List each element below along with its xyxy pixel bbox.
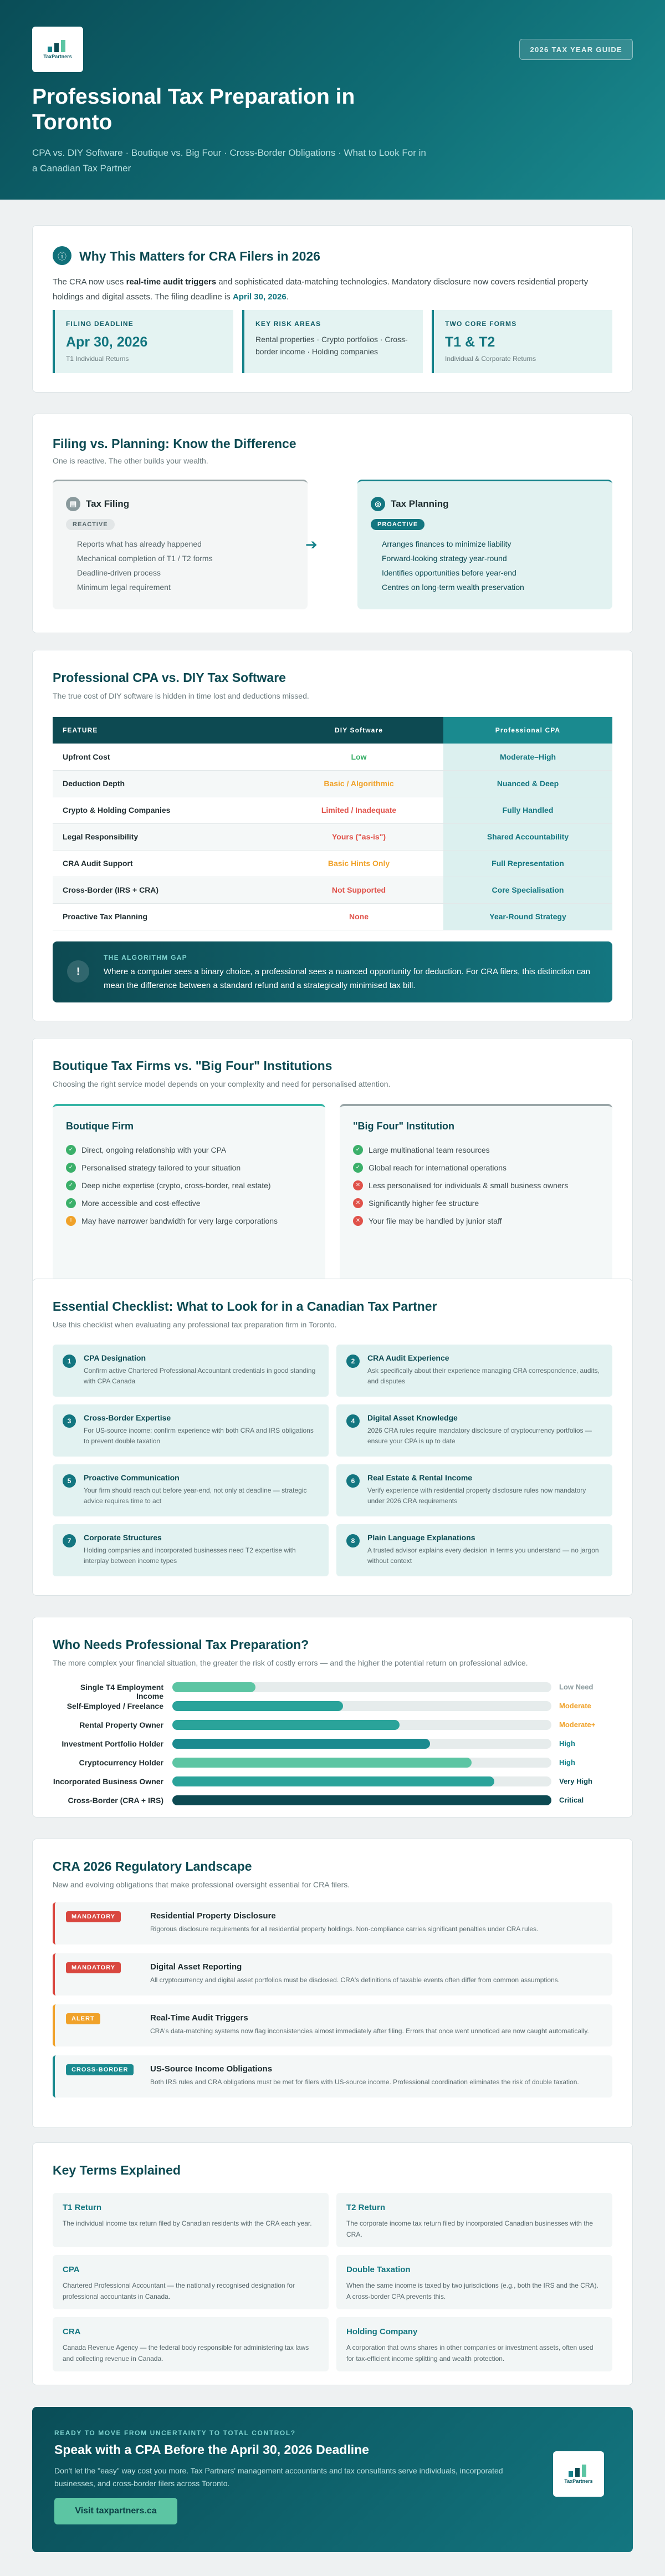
term-card: Holding Company A corporation that owns shares in other companies or investment assets, often used for tax-efficient income splitting and wealth protection.	[336, 2317, 612, 2371]
need-level: Moderate+	[559, 1720, 596, 1729]
regulatory-lead: New and evolving obligations that make professional oversight essential for CRA filers.	[53, 1880, 350, 1889]
checklist-item: 3 Cross-Border Expertise For US-source income: confirm experience with both CRA and IRS obligations to prevent double taxation	[53, 1404, 329, 1457]
cta-text: Don't let the "easy" way cost you more. Tax Partners' management accountants and tax consultants serve individuals, incorporated businesses, and cross-border filers across Toronto.	[54, 2466, 503, 2488]
comparison-table: FEATURE DIY Software Professional CPA Upfront Cost Low Moderate–High Deduction Depth Basic / Algorithmic Nuanced & Deep Crypto & Holding Companies Limited / Inadequate Fully Handled Legal Responsibility Yours ("as-is") Shared Accountability CRA Audit Support Basic Hints Only Full Representation Cross-Border (IRS + CRA) Not Supported Core Specialisation Proactive Tax Planning None Year-Round Strategy	[53, 717, 612, 930]
need-bar-row: Single T4 Employment Income Low Need	[80, 1683, 594, 1701]
target-icon: ◎	[371, 497, 385, 511]
checklist-title: Essential Checklist: What to Look for in a Canadian Tax Partner	[53, 1299, 437, 1314]
feature-cell: Legal Responsibility	[53, 823, 274, 850]
check-icon: ✓	[353, 1145, 363, 1155]
diy-cell: Basic Hints Only	[274, 850, 443, 877]
number-badge: 7	[63, 1534, 76, 1547]
needs-lead: The more complex your financial situation, the greater the risk of costly errors — and the higher the potential return on professional advice.	[53, 1658, 528, 1667]
cpa-cell: Shared Accountability	[443, 823, 612, 850]
info-icon: ⓘ	[53, 246, 71, 265]
tax-planning-box: ◎ Tax Planning PROACTIVE Arranges finances to minimize liability Forward-looking strategy year-round Identifies opportunities before year-end Centres on long-term wealth preservation	[357, 480, 612, 609]
need-level: Very High	[559, 1777, 592, 1785]
logo-text: TaxPartners	[43, 53, 72, 59]
cpa-cell: Fully Handled	[443, 797, 612, 823]
list-item: ✕ Your file may be handled by junior staff	[353, 1212, 599, 1230]
compare-lead: The true cost of DIY software is hidden in time lost and deductions missed.	[53, 691, 309, 700]
filing-lead: One is reactive. The other builds your wealth.	[53, 456, 208, 465]
checklist-item: 2 CRA Audit Experience Ask specifically about their experience managing CRA correspondence, audits, and disputes	[336, 1345, 612, 1397]
why-title: Why This Matters for CRA Filers in 2026	[79, 249, 320, 263]
logo-icon	[569, 2465, 589, 2477]
term-card: CRA Canada Revenue Agency — the federal body responsible for administering tax laws and collecting revenue in Canada.	[53, 2317, 329, 2371]
boutique-column: Boutique Firm ✓ Direct, ongoing relationship with your CPA ✓ Personalised strategy tailored to your situation ✓ Deep niche expertise (crypto, cross-border, real estate) ✓ More accessible and cost-effective ! May have narrower bandwidth for very large corporations	[53, 1104, 325, 1281]
need-bar	[172, 1739, 430, 1749]
need-level: Low Need	[559, 1683, 594, 1691]
tax-filing-box: ▤ Tax Filing REACTIVE Reports what has already happened Mechanical completion of T1 / T2 forms Deadline-driven process Minimum legal requirement	[53, 480, 308, 609]
status-badge: MANDATORY	[66, 1911, 121, 1922]
need-bar	[172, 1720, 400, 1730]
hero-banner	[0, 0, 665, 200]
status-badge: MANDATORY	[66, 1962, 121, 1973]
check-icon: ✓	[66, 1198, 76, 1208]
diy-cell: Yours ("as-is")	[274, 823, 443, 850]
boutique-title: Boutique Tax Firms vs. "Big Four" Institutions	[53, 1058, 332, 1073]
number-badge: 2	[346, 1355, 360, 1368]
list-item: ✓ Global reach for international operations	[353, 1159, 599, 1177]
needs-title: Who Needs Professional Tax Preparation?	[53, 1637, 309, 1652]
regulatory-item: CROSS-BORDER US-Source Income Obligations Both IRS rules and CRA obligations must be met for filers with US-source income. Professional coordination eliminates the risk of double taxation.	[53, 2055, 612, 2098]
algorithm-gap-callout: ! THE ALGORITHM GAP Where a computer sees a binary choice, a professional sees a nuanced opportunity for deduction. For CRA filers, this distinction can mean the difference between a standard refund and a strategically minimised tax bill.	[53, 941, 612, 1002]
feature-cell: CRA Audit Support	[53, 850, 274, 877]
need-bar	[172, 1701, 343, 1711]
visit-website-button[interactable]: Visit taxpartners.ca	[54, 2498, 177, 2524]
diy-cell: Basic / Algorithmic	[274, 770, 443, 797]
need-bar	[172, 1758, 472, 1768]
table-row	[53, 823, 612, 850]
page-title: Professional Tax Preparation in Toronto	[32, 85, 355, 134]
page-subtitle: CPA vs. DIY Software · Boutique vs. Big Four · Cross-Border Obligations · What to Look For in a Canadian Tax Partner	[32, 147, 426, 174]
list-item: ✓ More accessible and cost-effective	[66, 1194, 312, 1212]
filing-planning-section	[32, 414, 633, 633]
need-level: High	[559, 1758, 575, 1766]
cta-label: READY TO MOVE FROM UNCERTAINTY TO TOTAL CONTROL?	[54, 2429, 296, 2437]
need-bar-row: Cryptocurrency Holder High	[79, 1758, 575, 1767]
need-bar	[172, 1776, 494, 1786]
cross-icon: ✕	[353, 1198, 363, 1208]
check-icon: ✓	[353, 1163, 363, 1173]
check-icon: ✓	[66, 1145, 76, 1155]
company-logo-footer[interactable]: TaxPartners	[553, 2451, 604, 2497]
need-bar-row: Self-Employed / Freelance Moderate	[66, 1702, 591, 1710]
cpa-cell: Year-Round Strategy	[443, 903, 612, 930]
list-item: ✕ Less personalised for individuals & small business owners	[353, 1177, 599, 1194]
term-card: T1 Return The individual income tax return filed by Canadian residents with the CRA each year.	[53, 2193, 329, 2247]
terms-title: Key Terms Explained	[53, 2163, 181, 2177]
number-badge: 1	[63, 1355, 76, 1368]
boutique-lead: Choosing the right service model depends on your complexity and need for personalised attention.	[53, 1080, 391, 1088]
checklist-item: 1 CPA Designation Confirm active Chartered Professional Accountant credentials in good standing with CPA Canada	[53, 1345, 329, 1397]
diy-cell: None	[274, 903, 443, 930]
list-item: ✕ Significantly higher fee structure	[353, 1194, 599, 1212]
document-icon: ▤	[66, 497, 80, 511]
need-level: High	[559, 1739, 575, 1748]
number-badge: 8	[346, 1534, 360, 1547]
who-needs-section	[32, 1617, 633, 1818]
list-item: ✓ Direct, ongoing relationship with your CPA	[66, 1141, 312, 1159]
need-bar-row: Incorporated Business Owner Very High	[53, 1777, 592, 1786]
bigfour-column: "Big Four" Institution ✓ Large multinational team resources ✓ Global reach for international operations ✕ Less personalised for individuals & small business owners ✕ Significantly higher fee structure ✕ Your file may be handled by junior staff	[340, 1104, 612, 1281]
table-row	[53, 797, 612, 823]
need-bar-row: Investment Portfolio Holder High	[62, 1739, 575, 1748]
checklist-item: 6 Real Estate & Rental Income Verify experience with residential property disclosure rules now mandatory under 2026 CRA requirements	[336, 1464, 612, 1516]
term-card: Double Taxation When the same income is taxed by two jurisdictions (e.g., both the IRS and the CRA). A cross-border CPA prevents this.	[336, 2255, 612, 2309]
check-icon: ✓	[66, 1180, 76, 1190]
regulatory-item: MANDATORY Digital Asset Reporting All cryptocurrency and digital asset portfolios must be disclosed. CRA's definitions of taxable events often differ from common assumptions.	[53, 1953, 612, 1995]
feature-cell: Cross-Border (IRS + CRA)	[53, 877, 274, 903]
list-item: ! May have narrower bandwidth for very large corporations	[66, 1212, 312, 1230]
number-badge: 3	[63, 1414, 76, 1428]
number-badge: 4	[346, 1414, 360, 1428]
regulatory-item: ALERT Real-Time Audit Triggers CRA's data-matching systems now flag inconsistencies almost immediately after filing. Errors that once went unnoticed are now caught automatically.	[53, 2004, 612, 2046]
boutique-vs-bigfour-section	[32, 1038, 633, 1284]
number-badge: 6	[346, 1474, 360, 1488]
need-bar-row: Rental Property Owner Moderate+	[79, 1720, 596, 1729]
checklist-item: 8 Plain Language Explanations A trusted advisor explains every decision in terms you understand — no jargon without context	[336, 1524, 612, 1576]
feature-cell: Crypto & Holding Companies	[53, 797, 274, 823]
check-icon: ✓	[66, 1163, 76, 1173]
need-bar	[172, 1682, 255, 1692]
regulatory-section	[32, 1839, 633, 2128]
diy-cell: Limited / Inadequate	[274, 797, 443, 823]
deadline-box: FILING DEADLINE Apr 30, 2026 T1 Individual Returns	[53, 310, 233, 373]
need-level: Moderate	[559, 1702, 591, 1710]
term-card: CPA Chartered Professional Accountant — the nationally recognised designation for professional accountants in Canada.	[53, 2255, 329, 2309]
company-logo[interactable]	[32, 27, 83, 72]
cpa-cell: Full Representation	[443, 850, 612, 877]
alert-icon: !	[67, 960, 89, 982]
cpa-cell: Core Specialisation	[443, 877, 612, 903]
cross-icon: ✕	[353, 1180, 363, 1190]
need-bar	[172, 1795, 551, 1805]
cta-title: Speak with a CPA Before the April 30, 2026 Deadline	[54, 2442, 369, 2457]
compare-title: Professional CPA vs. DIY Tax Software	[53, 670, 286, 685]
status-badge: ALERT	[66, 2013, 100, 2024]
arrow-right-icon: ➔	[305, 536, 318, 553]
risk-box: KEY RISK AREAS Rental properties · Crypto portfolios · Cross-border income · Holding companies	[242, 310, 423, 373]
list-item: ✓ Large multinational team resources	[353, 1141, 599, 1159]
forms-box: TWO CORE FORMS T1 & T2 Individual & Corporate Returns	[432, 310, 612, 373]
cross-icon: ✕	[353, 1216, 363, 1226]
checklist-item: 7 Corporate Structures Holding companies and incorporated businesses need T2 expertise with interplay between income types	[53, 1524, 329, 1576]
warning-icon: !	[66, 1216, 76, 1226]
feature-cell: Proactive Tax Planning	[53, 903, 274, 930]
key-terms-section	[32, 2142, 633, 2385]
filing-title: Filing vs. Planning: Know the Difference	[53, 436, 296, 451]
need-bar-row: Cross-Border (CRA + IRS) Critical	[68, 1796, 584, 1805]
table-row	[53, 850, 612, 877]
guide-badge: 2026 TAX YEAR GUIDE	[519, 39, 633, 60]
checklist-item: 4 Digital Asset Knowledge 2026 CRA rules require mandatory disclosure of cryptocurrency portfolios — ensure your CPA is up to date	[336, 1404, 612, 1457]
need-level: Critical	[559, 1796, 584, 1804]
cpa-vs-diy-section	[32, 650, 633, 1021]
list-item: ✓ Personalised strategy tailored to your situation	[66, 1159, 312, 1177]
cpa-cell: Nuanced & Deep	[443, 770, 612, 797]
table-row	[53, 770, 612, 797]
checklist-item: 5 Proactive Communication Your firm should reach out before year-end, not only at deadline — strategic advice requires time to act	[53, 1464, 329, 1516]
feature-cell: Upfront Cost	[53, 744, 274, 770]
table-row	[53, 744, 612, 770]
table-row	[53, 903, 612, 930]
regulatory-title: CRA 2026 Regulatory Landscape	[53, 1859, 252, 1874]
list-item: ✓ Deep niche expertise (crypto, cross-border, real estate)	[66, 1177, 312, 1194]
table-row	[53, 877, 612, 903]
cpa-cell: Moderate–High	[443, 744, 612, 770]
why-text: The CRA now uses real-time audit triggers and sophisticated data-matching technologies. Mandatory disclosure now covers residential property holdings and digital assets. The filing deadline is April 30, 2026.	[53, 277, 589, 302]
checklist-section	[32, 1279, 633, 1596]
diy-cell: Not Supported	[274, 877, 443, 903]
feature-cell: Deduction Depth	[53, 770, 274, 797]
logo-icon	[48, 40, 68, 52]
checklist-lead: Use this checklist when evaluating any professional tax preparation firm in Toronto.	[53, 1320, 337, 1329]
number-badge: 5	[63, 1474, 76, 1488]
term-card: T2 Return The corporate income tax return filed by incorporated Canadian businesses with the CRA.	[336, 2193, 612, 2247]
why-section	[32, 225, 633, 393]
diy-cell: Low	[274, 744, 443, 770]
cta-banner	[32, 2407, 633, 2552]
status-badge: CROSS-BORDER	[66, 2064, 134, 2075]
regulatory-item: MANDATORY Residential Property Disclosure Rigorous disclosure requirements for all residential property holdings. Non-compliance carries significant penalties under CRA rules.	[53, 1902, 612, 1944]
